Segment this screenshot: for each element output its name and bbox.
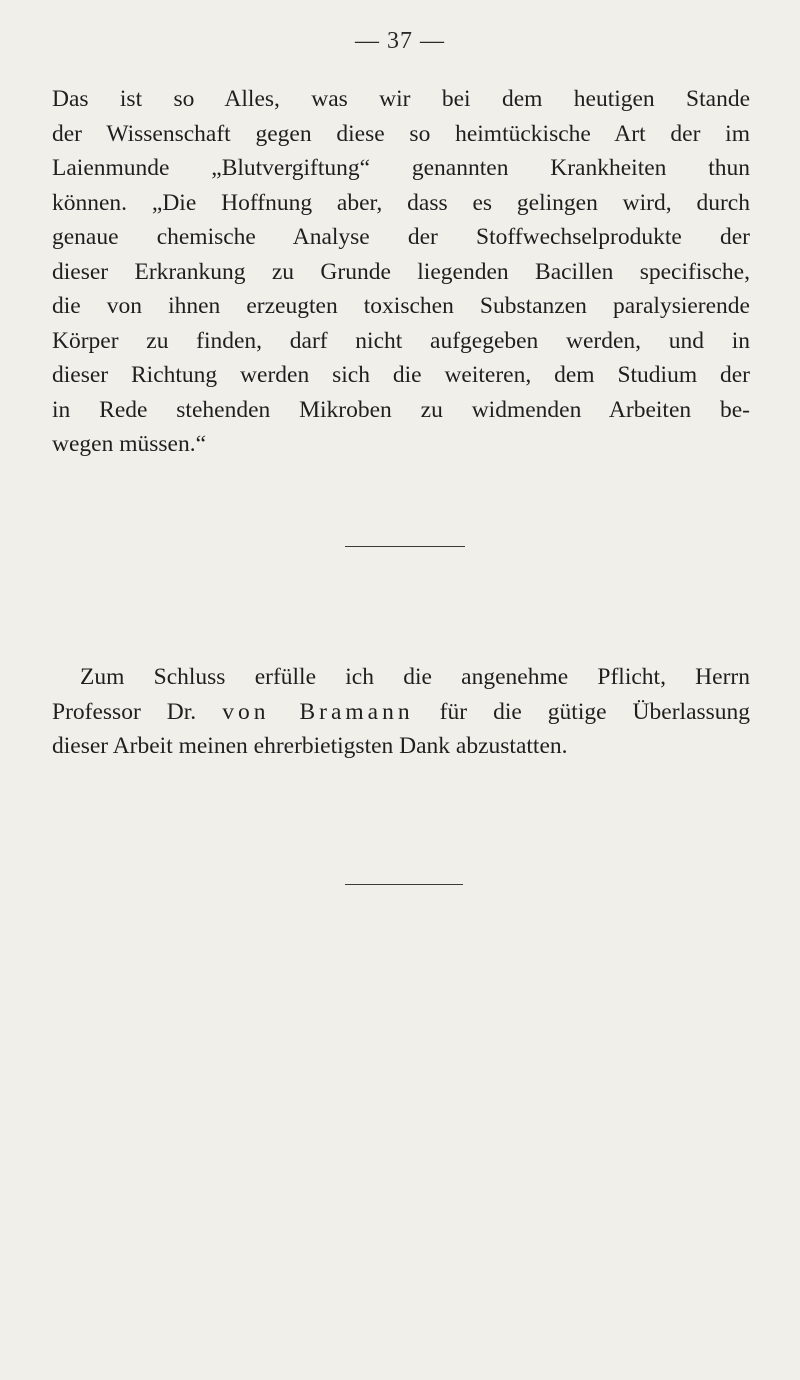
text-line: Das ist so Alles, was wir bei dem heutigen Stande xyxy=(52,86,750,112)
person-name: von Bramann xyxy=(222,698,414,725)
paragraph-acknowledgement xyxy=(52,660,750,764)
text-line: der Wissenschaft gegen diese so heimtückische Art der im xyxy=(52,120,750,147)
text-line: in Rede stehenden Mikroben zu widmenden Arbeiten be- xyxy=(52,396,750,423)
text-line: können. „Die Hoffnung aber, dass es gelingen wird, durch xyxy=(52,189,750,216)
text-line: dieser Erkrankung zu Grunde liegenden Bacillen specifische, xyxy=(52,258,750,285)
text-line: wegen müssen.“ xyxy=(52,431,207,457)
text-line: dieser Arbeit meinen ehrerbietigsten Dank abzustatten. xyxy=(52,733,568,759)
page-number: — 37 — xyxy=(355,28,445,54)
text-fragment: Professor Dr. xyxy=(52,698,197,725)
end-divider xyxy=(345,884,463,885)
text-line xyxy=(52,695,750,730)
section-divider xyxy=(345,546,465,547)
text-line: Laienmunde „Blutvergiftung“ genannten Krankheiten thun xyxy=(52,155,750,181)
text-fragment: für die gütige Überlassung xyxy=(439,698,751,725)
text-line: genaue chemische Analyse der Stoffwechselprodukte der xyxy=(52,224,750,250)
text-line: Körper zu finden, darf nicht aufgegeben werden, und in xyxy=(52,327,750,354)
text-line: dieser Richtung werden sich die weiteren, dem Studium der xyxy=(52,362,750,388)
paragraph-conclusion xyxy=(52,82,750,462)
text-line: Zum Schluss erfülle ich die angenehme Pflicht, Herrn xyxy=(80,664,750,690)
text-line: die von ihnen erzeugten toxischen Substanzen paralysierende xyxy=(52,293,750,319)
